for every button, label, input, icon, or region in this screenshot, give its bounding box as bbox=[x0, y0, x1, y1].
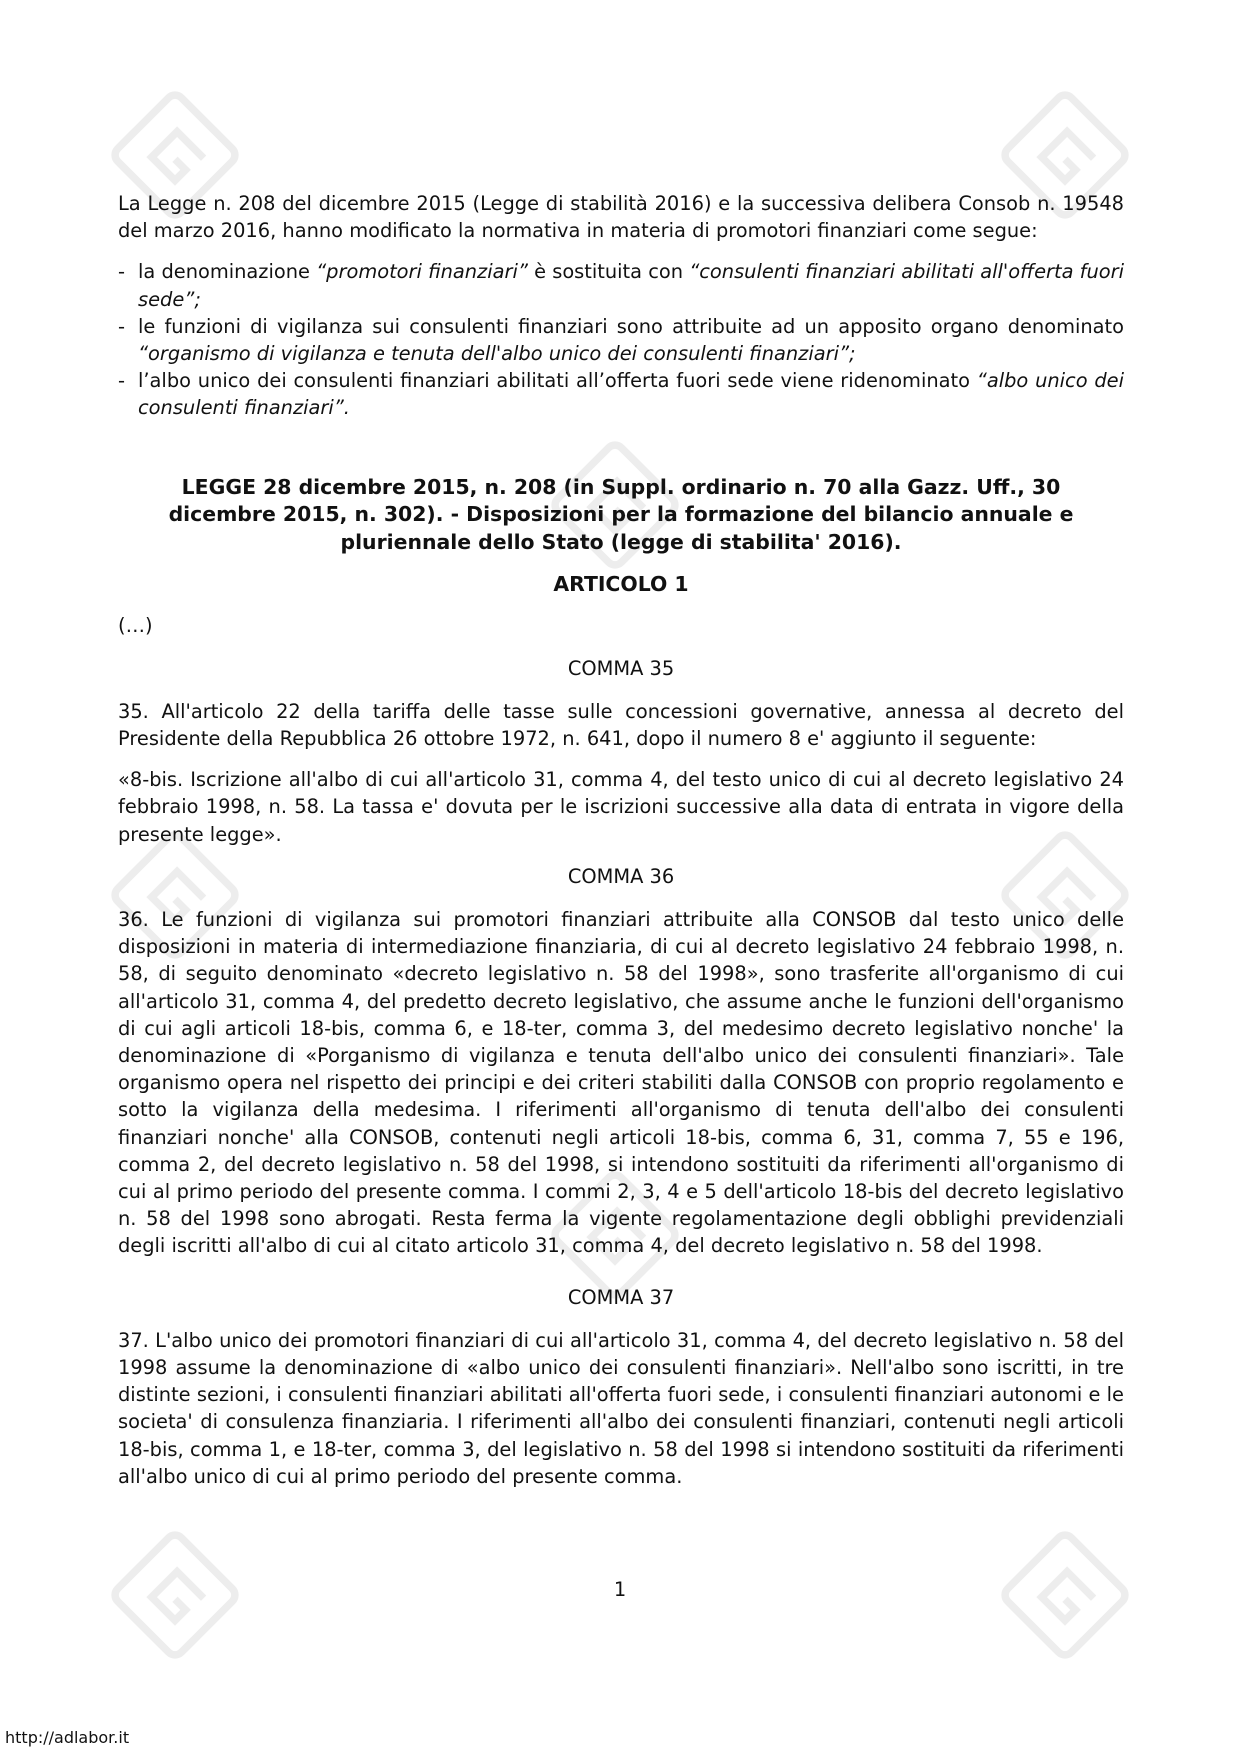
document-body bbox=[118, 190, 1124, 1490]
comma-35-paragraph: 35. All'articolo 22 della tariffa delle tasse sulle concessioni governative, annessa al decreto del Presidente della Repubblica 26 ottobre 1972, n. 641, dopo il numero 8 e' aggiunto il seguente: bbox=[118, 699, 1124, 750]
comma-36-heading: COMMA 36 bbox=[567, 864, 675, 888]
list-item bbox=[118, 258, 1124, 312]
list-item-text: l’albo unico dei consulenti finanziari abilitati all’offerta fuori sede viene ridenominato bbox=[138, 369, 977, 393]
list-item bbox=[118, 367, 1124, 421]
comma-35-heading: COMMA 35 bbox=[567, 656, 675, 680]
list-dash: - bbox=[118, 314, 125, 338]
ellipsis-marker: (…) bbox=[118, 614, 153, 638]
list-item-italic: “promotori finanziari” bbox=[316, 260, 528, 284]
changes-list bbox=[118, 258, 1124, 421]
list-item-italic: “organismo di vigilanza e tenuta dell'albo unico dei consulenti finanziari”; bbox=[138, 342, 856, 366]
comma-35-quote: «8-bis. Iscrizione all'albo di cui all'articolo 31, comma 4, del testo unico di cui al decreto legislativo 24 febbraio 1998, n. 58. La tassa e' dovuta per le iscrizioni successive alla data di entrata in vigore della presente legge». bbox=[118, 768, 1124, 846]
list-item-text: è sostituita con bbox=[527, 260, 690, 284]
list-item-text: le funzioni di vigilanza sui consulenti finanziari sono attribuite ad un apposito organo denominato bbox=[138, 314, 1124, 338]
footer-url: http://adlabor.it bbox=[5, 1728, 130, 1747]
intro-paragraph: La Legge n. 208 del dicembre 2015 (Legge di stabilità 2016) e la successiva delibera Consob n. 19548 del marzo 2016, hanno modificato la normativa in materia di promotori finanziari come segue: bbox=[118, 192, 1124, 243]
list-item-text: la denominazione bbox=[138, 260, 317, 284]
article-heading: ARTICOLO 1 bbox=[553, 572, 689, 597]
list-item-italic: “consulenti finanziari abilitati all'offerta fuori sede”; bbox=[138, 260, 1124, 311]
list-dash: - bbox=[118, 369, 125, 393]
page-number: 1 bbox=[613, 1578, 627, 1601]
law-title: LEGGE 28 dicembre 2015, n. 208 (in Suppl. ordinario n. 70 alla Gazz. Uff., 30 dicembre 2015, n. 302). - Disposizioni per la formazione del bilancio annuale e pluriennale dello Stato (legge di stabilita' 2016). bbox=[168, 474, 1074, 554]
list-item-italic: “albo unico dei consulenti finanziari”. bbox=[138, 369, 1124, 420]
comma-37-paragraph: 37. L'albo unico dei promotori finanziari di cui all'articolo 31, comma 4, del decreto legislativo n. 58 del 1998 assume la denominazione di «albo unico dei consulenti finanziari». Nell'albo sono iscritti, in tre distinte sezioni, i consulenti finanziari abilitati all'offerta fuori sede, i consulenti finanziari autonomi e le societa' di consulenza finanziaria. I riferimenti all'albo dei consulenti finanziari, contenuti negli articoli 18-bis, comma 1, e 18-ter, comma 3, del legislativo n. 58 del 1998 si intendono sostituiti da riferimenti all'albo unico di cui al primo periodo del presente comma. bbox=[118, 1328, 1124, 1488]
list-dash: - bbox=[118, 260, 125, 284]
comma-36-paragraph: 36. Le funzioni di vigilanza sui promotori finanziari attribuite alla CONSOB dal testo unico delle disposizioni in materia di intermediazione finanziaria, di cui al decreto legislativo 24 febbraio 1998, n. 58, di seguito denominato «decreto legislativo n. 58 del 1998», sono trasferite all'organismo di cui all'articolo 31, comma 4, del predetto decreto legislativo, che assume anche le funzioni dell'organismo di cui agli articoli 18-bis, comma 6, e 18-ter, comma 3, del medesimo decreto legislativo nonche' la denominazione di «Porganismo di vigilanza e tenuta dell'albo unico dei consulenti finanziari». Tale organismo opera nel rispetto dei principi e dei criteri stabiliti dalla CONSOB con proprio regolamento e sotto la vigilanza della medesima. I riferimenti all'organismo di tenuta dell'albo dei consulenti finanziari nonche' alla CONSOB, contenuti negli articoli 18-bis, comma 6, 31, comma 7, 55 e 196, comma 2, del decreto legislativo n. 58 del 1998, si intendono sostituiti da riferimenti all'organismo di cui al primo periodo del presente comma. I commi 2, 3, 4 e 5 dell'articolo 18-bis del decreto legislativo n. 58 del 1998 sono abrogati. Resta ferma la vigente regolamentazione degli obblighi previdenziali degli iscritti all'albo di cui al citato articolo 31, comma 4, del decreto legislativo n. 58 del 1998. bbox=[118, 907, 1124, 1258]
list-item bbox=[118, 313, 1124, 367]
comma-37-heading: COMMA 37 bbox=[567, 1285, 675, 1309]
